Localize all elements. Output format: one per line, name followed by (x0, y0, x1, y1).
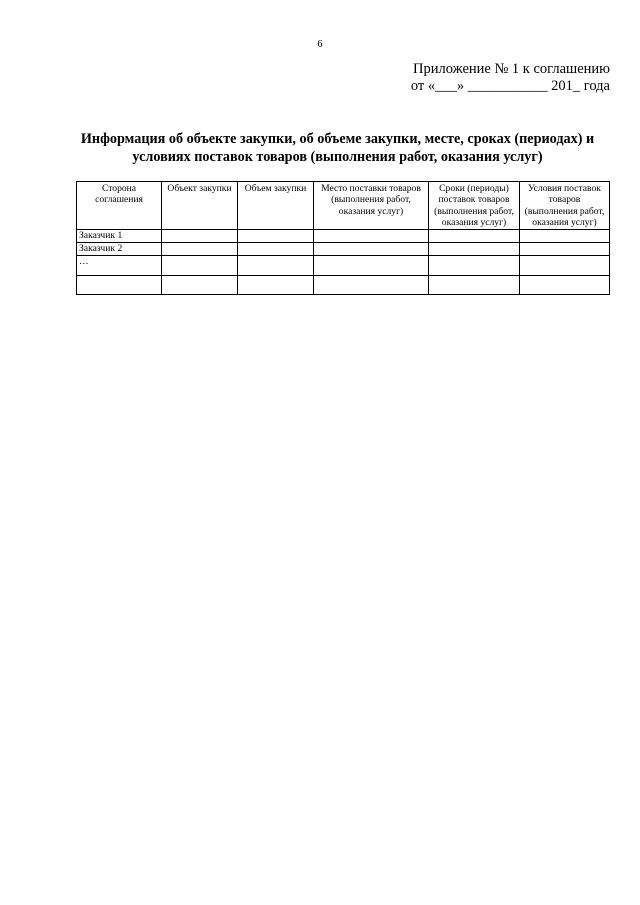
table-cell (162, 230, 238, 243)
table-cell (162, 276, 238, 295)
table-cell (238, 230, 314, 243)
table-cell (238, 276, 314, 295)
table-cell (314, 230, 429, 243)
header-object: Объект закупки (162, 182, 238, 230)
table-cell (314, 256, 429, 276)
header-volume: Объем закупки (238, 182, 314, 230)
header-party: Сторона соглашения (77, 182, 162, 230)
document-title: Информация об объекте закупки, об объеме закупки, месте, сроках (периодах) и условиях поставок товаров (выполнения работ, оказания услуг) (80, 131, 595, 165)
table-cell (520, 276, 610, 295)
table-cell (238, 243, 314, 256)
procurement-info-table (76, 181, 610, 295)
table-cell (429, 230, 520, 243)
table-row (77, 243, 610, 256)
table-cell (520, 243, 610, 256)
table-cell (314, 243, 429, 256)
header-conditions: Условия поставок товаров (выполнения работ, оказания услуг) (520, 182, 610, 230)
table-row (77, 230, 610, 243)
table-cell: Заказчик 1 (77, 230, 162, 243)
table-cell: … (77, 256, 162, 276)
table-row (77, 276, 610, 295)
table-cell (429, 243, 520, 256)
table-cell (429, 276, 520, 295)
header-place: Место поставки товаров (выполнения работ, оказания услуг) (314, 182, 429, 230)
page-number: 6 (317, 39, 323, 50)
appendix-line-2: от «___» ___________ 201_ года (410, 78, 610, 94)
table-cell (520, 230, 610, 243)
table-cell: Заказчик 2 (77, 243, 162, 256)
table-cell (162, 256, 238, 276)
table-cell (520, 256, 610, 276)
appendix-reference (411, 61, 610, 95)
table-header-row (77, 182, 610, 230)
table-cell (162, 243, 238, 256)
table-cell (429, 256, 520, 276)
table-cell (314, 276, 429, 295)
header-terms: Сроки (периоды) поставок товаров (выполнения работ, оказания услуг) (429, 182, 520, 230)
table-row (77, 256, 610, 276)
table-cell (77, 276, 162, 295)
appendix-line-1: Приложение № 1 к соглашению (413, 61, 610, 77)
table-cell (238, 256, 314, 276)
